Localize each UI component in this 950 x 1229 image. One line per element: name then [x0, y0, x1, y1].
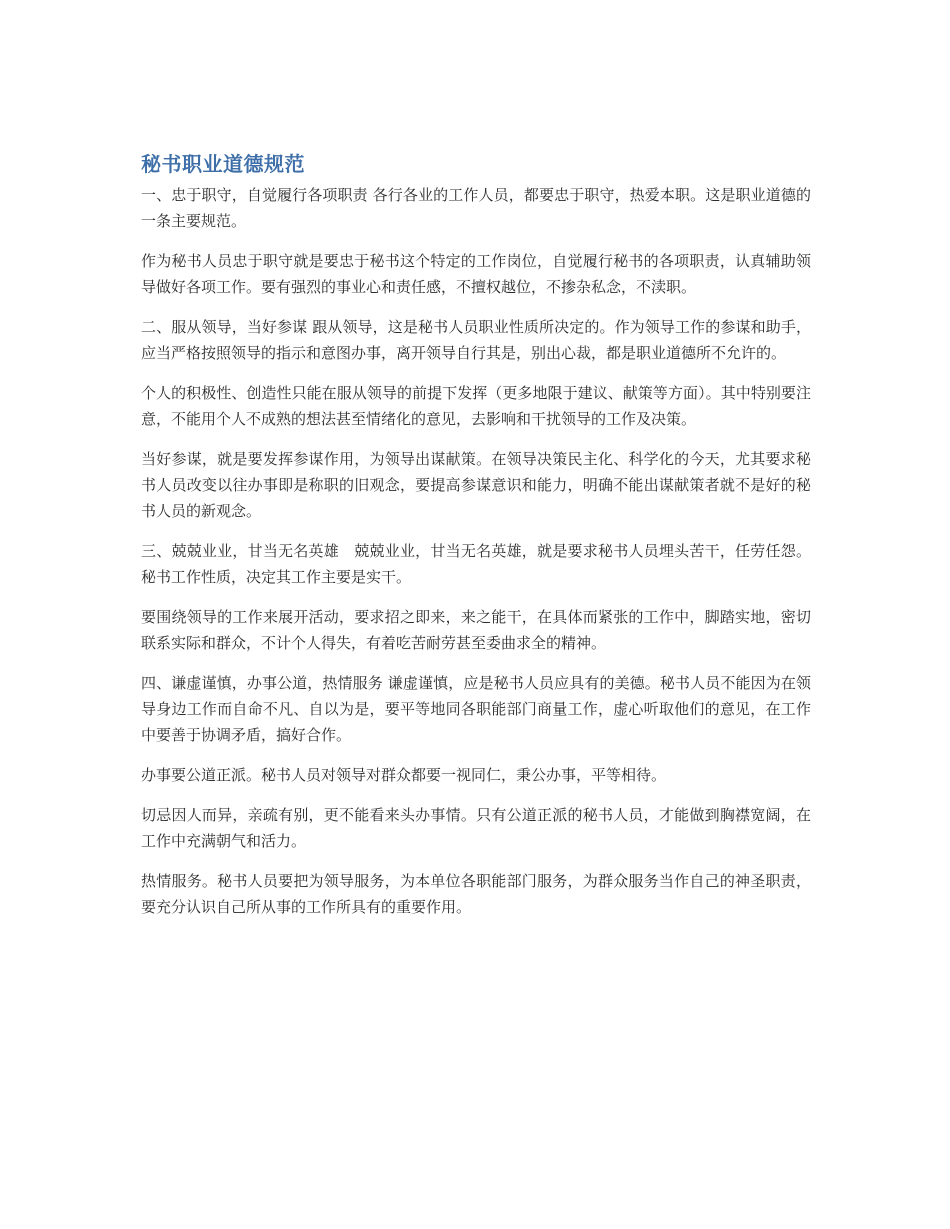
paragraph-9: 办事要公道正派。秘书人员对领导对群众都要一视同仁，秉公办事，平等相待。 — [141, 766, 667, 784]
paragraph-4: 个人的积极性、创造性只能在服从领导的前提下发挥（更多地限于建议、献策等方面）。其中特别要注意，不能用个人不成熟的想法甚至情绪化的意见，去影响和干扰领导的工作及决策。 — [141, 384, 811, 428]
paragraph-7: 要围绕领导的工作来展开活动，要求招之即来，来之能干，在具体而紧张的工作中，脚踏实地，密切联系实际和群众，不计个人得失，有着吃苦耐劳甚至委曲求全的精神。 — [141, 608, 811, 652]
paragraph-6: 三、兢兢业业，甘当无名英雄 兢兢业业，甘当无名英雄，就是要求秘书人员埋头苦干，任劳任怨。秘书工作性质，决定其工作主要是实干。 — [141, 542, 811, 586]
paragraph-3: 二、服从领导，当好参谋 跟从领导，这是秘书人员职业性质所决定的。作为领导工作的参谋和助手，应当严格按照领导的指示和意图办事，离开领导自行其是，别出心裁，都是职业道德所不允许的。 — [141, 318, 811, 362]
document-title: 秘书职业道德规范 — [141, 152, 305, 176]
document-body — [141, 150, 811, 934]
paragraph-2: 作为秘书人员忠于职守就是要忠于秘书这个特定的工作岗位，自觉履行秘书的各项职责，认真辅助领导做好各项工作。要有强烈的事业心和责任感，不擅权越位，不掺杂私念，不渎职。 — [141, 252, 811, 296]
paragraph-5: 当好参谋，就是要发挥参谋作用，为领导出谋献策。在领导决策民主化、科学化的今天，尤其要求秘书人员改变以往办事即是称职的旧观念，要提高参谋意识和能力，明确不能出谋献策者就不是好的秘书人员的新观念。 — [141, 450, 811, 520]
paragraph-11: 热情服务。秘书人员要把为领导服务，为本单位各职能部门服务，为群众服务当作自己的神圣职责，要充分认识自己所从事的工作所具有的重要作用。 — [141, 872, 811, 916]
paragraph-10: 切忌因人而异，亲疏有别，更不能看来头办事情。只有公道正派的秘书人员，才能做到胸襟宽阔，在工作中充满朝气和活力。 — [141, 806, 811, 850]
paragraph-1: 一、忠于职守，自觉履行各项职责 各行各业的工作人员，都要忠于职守，热爱本职。这是职业道德的一条主要规范。 — [141, 186, 811, 230]
paragraph-8: 四、谦虚谨慎，办事公道，热情服务 谦虚谨慎，应是秘书人员应具有的美德。秘书人员不能因为在领导身边工作而自命不凡、自以为是，要平等地同各职能部门商量工作，虚心听取他们的意见，在工作中要善于协调矛盾，搞好合作。 — [141, 674, 811, 744]
